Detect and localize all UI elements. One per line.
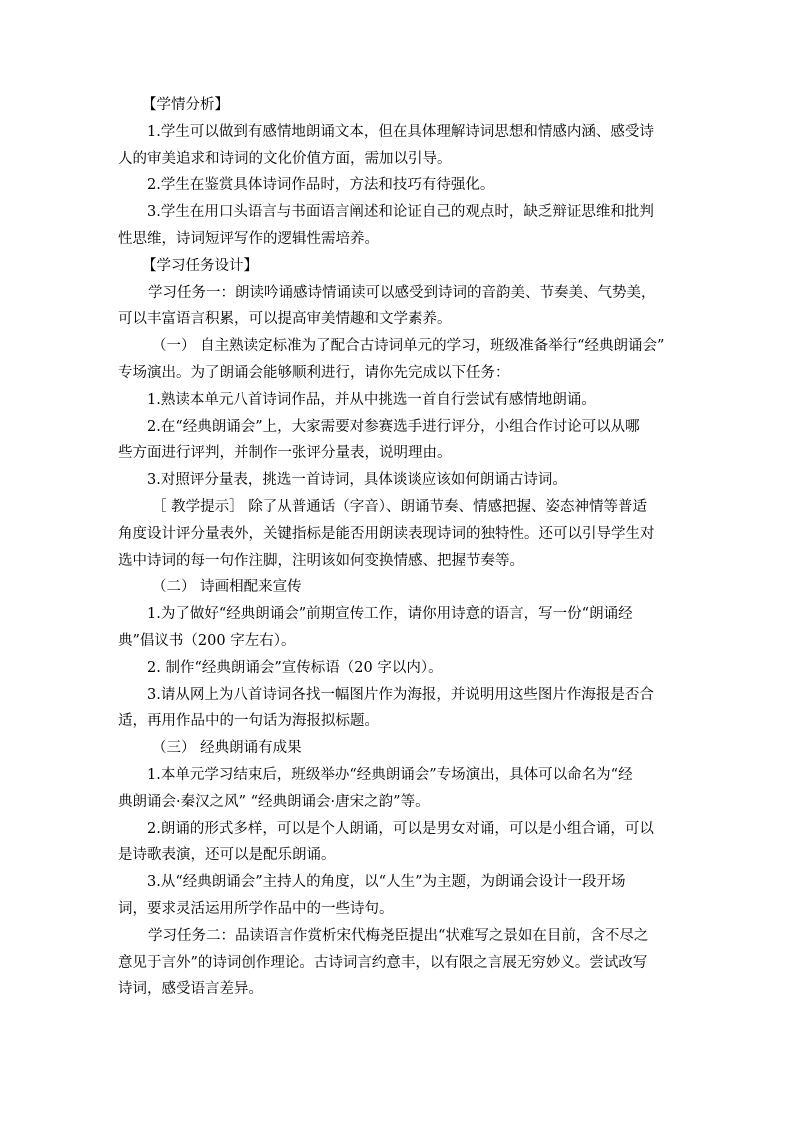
text-line-25: （三） 经典朗诵有成果	[152, 740, 302, 757]
text-line-33: 意见于言外”的诗词创作理论。古诗词言约意丰，以有限之言展无穷妙义。尝试改写	[118, 954, 648, 971]
text-line-29: 是诗歌表演，还可以是配乐朗诵。	[118, 847, 336, 864]
text-line-16: ［ 教学提示］ 除了从普通话（字音）、朗诵节奏、情感把握、姿态神情等普适	[152, 498, 647, 515]
text-line-1: 【学情分析】	[142, 97, 229, 113]
text-line-26: 1.本单元学习结束后，班级举办“经典朗诵会”专场演出，具体可以命名为“经	[147, 766, 633, 783]
text-line-6: 性思维，诗词短评写作的逻辑性需培养。	[118, 230, 379, 247]
text-line-31: 词，要求灵活运用所学作品中的一些诗句。	[118, 900, 394, 917]
text-line-4: 2.学生在鉴赏具体诗词作品时，方法和技巧有待强化。	[147, 177, 495, 194]
text-line-3: 人的审美追求和诗词的文化价值方面，需加以引导。	[118, 150, 452, 167]
text-line-8: 学习任务一：朗读吟诵感诗情诵读可以感受到诗词的音韵美、节奏美、气势美，	[148, 284, 656, 301]
text-line-34: 诗词，感受语言差异。	[118, 981, 263, 998]
text-line-7: 【学习任务设计】	[142, 257, 258, 274]
text-line-23: 3.请从网上为八首诗词各找一幅图片作为海报，并说明用这些图片作海报是否合	[147, 686, 654, 703]
text-line-15: 3.对照评分量表，挑选一首诗词，具体谈谈应该如何朗诵古诗词。	[147, 472, 567, 489]
text-line-9: 可以丰富语言积累，可以提高审美情趣和文学素养。	[118, 311, 452, 328]
text-line-21: 典”倡议书（200 字左右）。	[118, 632, 296, 649]
text-line-11: 专场演出。为了朗诵会能够顺利进行，请你先完成以下任务：	[118, 364, 510, 381]
text-line-20: 1.为了做好“经典朗诵会”前期宣传工作，请你用诗意的语言，写一份“朗诵经	[147, 606, 633, 623]
text-line-2: 1.学生可以做到有感情地朗诵文本，但在具体理解诗词思想和情感内涵、感受诗	[147, 123, 654, 140]
text-line-5: 3.学生在用口头语言与书面语言阐述和论证自己的观点时，缺乏辩证思维和批判	[147, 204, 654, 221]
text-line-22: 2. 制作“经典朗诵会”宣传标语（20 字以内）。	[147, 659, 443, 676]
text-line-17: 角度设计评分量表外，关键指标是能否用朗读表现诗词的独特性。还可以引导学生对	[118, 525, 655, 542]
text-line-30: 3.从“经典朗诵会”主持人的角度，以“人生”为主题，为朗诵会设计一段开场	[147, 874, 626, 891]
text-line-19: （二） 诗画相配来宣传	[152, 579, 302, 596]
text-line-12: 1.熟读本单元八首诗词作品，并从中挑选一首自行尝试有感情地朗诵。	[147, 391, 596, 408]
text-line-32: 学习任务二：品读语言作赏析宋代梅尧臣提出“状难写之景如在目前，含不尽之	[148, 927, 649, 944]
text-line-13: 2.在“经典朗诵会”上，大家需要对参赛选手进行评分，小组合作讨论可以从哪	[147, 418, 640, 435]
text-line-28: 2.朗诵的形式多样，可以是个人朗诵，可以是男女对诵，可以是小组合诵，可以	[147, 820, 654, 837]
document-body	[118, 92, 678, 1003]
text-line-24: 适，再用作品中的一句话为海报拟标题。	[118, 713, 379, 730]
text-line-10: （一） 自主熟读定标准为了配合古诗词单元的学习，班级准备举行“经典朗诵会”	[152, 338, 665, 355]
text-line-14: 些方面进行评判，并制作一张评分量表，说明理由。	[118, 445, 452, 462]
text-line-27: 典朗诵会·秦汉之风” “经典朗诵会·唐宋之韵”等。	[118, 793, 430, 810]
text-line-18: 选中诗词的每一句作注脚，注明该如何变换情感、把握节奏等。	[118, 552, 524, 569]
